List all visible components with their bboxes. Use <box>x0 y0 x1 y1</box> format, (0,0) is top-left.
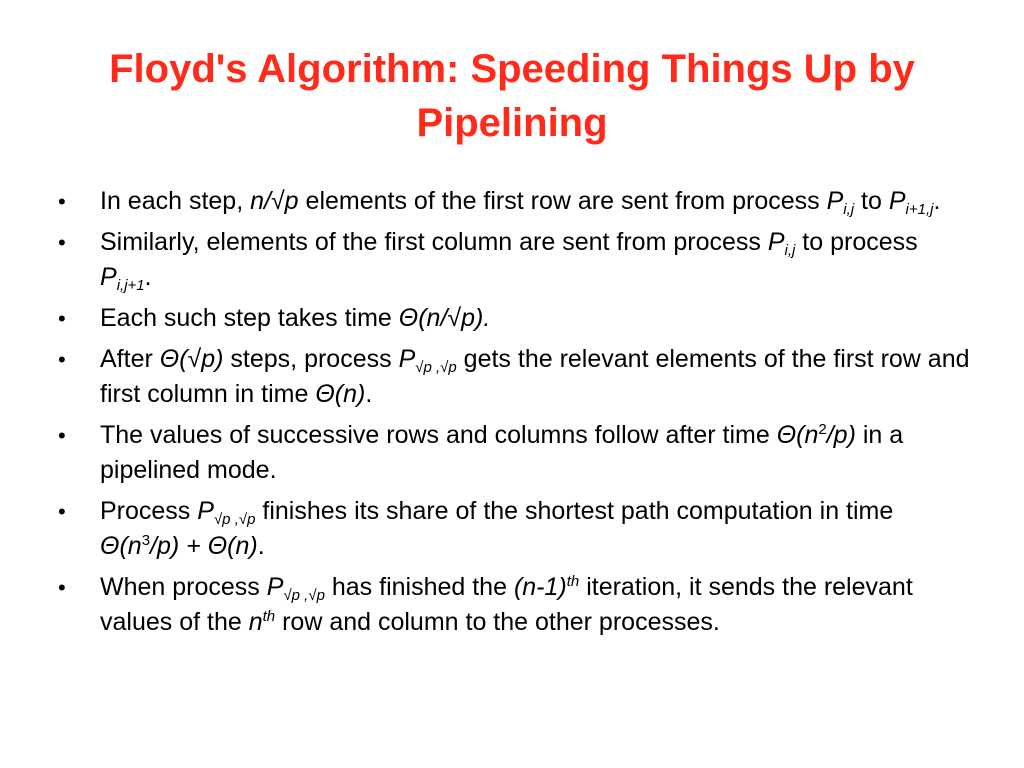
subscript: √p ,√p <box>415 359 457 376</box>
math: P <box>826 187 844 215</box>
bullet-item <box>55 570 975 640</box>
math: P <box>266 573 284 601</box>
math: /p) <box>826 421 856 449</box>
text: to <box>854 187 889 215</box>
subscript: i,j <box>843 201 855 218</box>
math: n <box>248 608 263 636</box>
subscript: i+1,j <box>905 201 934 218</box>
math: P <box>888 187 906 215</box>
text: to process <box>795 228 918 256</box>
text: When process <box>100 573 267 601</box>
math: Θ(n <box>100 532 142 560</box>
text: has finished the <box>324 573 514 601</box>
text: . <box>144 263 152 291</box>
slide-title: Floyd's Algorithm: Speeding Things Up by Pipelining <box>109 47 915 145</box>
bullet-item <box>55 184 975 219</box>
bullet-item <box>55 301 975 336</box>
math: (n-1) <box>513 573 567 601</box>
text: . <box>365 380 373 408</box>
bullet-icon: • <box>58 189 66 214</box>
text: in a pipelined mode. <box>100 421 904 484</box>
math: Θ(n/√p). <box>398 304 491 332</box>
bullet-item <box>55 494 975 564</box>
math: /p) + Θ(n) <box>150 532 258 560</box>
bullet-item <box>55 225 975 295</box>
text: . <box>257 532 265 560</box>
subscript: i,j <box>784 242 796 259</box>
subscript: √p ,√p <box>283 587 325 604</box>
text: . <box>933 187 941 215</box>
math: P <box>398 345 416 373</box>
bullet-icon: • <box>58 230 66 255</box>
text: row and column to the other processes. <box>275 608 720 636</box>
bullet-icon: • <box>58 499 66 524</box>
math: Θ(n <box>776 421 819 449</box>
superscript: th <box>566 573 580 590</box>
text: Process <box>100 497 198 525</box>
bullet-list <box>55 184 975 646</box>
bullet-item <box>55 418 975 488</box>
text: After <box>100 345 160 373</box>
text: iteration, it sends the relevant values of the <box>100 573 913 636</box>
math: P <box>197 497 214 525</box>
bullet-icon: • <box>58 347 66 372</box>
math: P <box>767 228 785 256</box>
bullet-icon: • <box>58 423 66 448</box>
text: finishes its share of the shortest path computation in time <box>255 497 894 525</box>
text: In each step, <box>100 187 251 215</box>
text: The values of successive rows and columns follow after time <box>100 421 777 449</box>
superscript: 3 <box>141 532 151 549</box>
math: P <box>100 263 117 291</box>
math: n/√p <box>250 187 299 215</box>
bullet-icon: • <box>58 306 66 331</box>
text: elements of the first row are sent from process <box>298 187 827 215</box>
math: Θ(n) <box>315 380 366 408</box>
subscript: √p ,√p <box>213 511 256 528</box>
text: gets the relevant elements of the first row and first column in time <box>100 345 970 408</box>
text: Each such step takes time <box>100 304 399 332</box>
superscript: 2 <box>818 421 827 438</box>
math: Θ(√p) <box>159 345 224 373</box>
text: Similarly, elements of the first column are sent from process <box>100 228 768 256</box>
subscript: i,j+1 <box>116 277 145 294</box>
text: steps, process <box>223 345 399 373</box>
bullet-icon: • <box>58 575 66 600</box>
bullet-item <box>55 342 975 412</box>
superscript: th <box>262 608 276 625</box>
